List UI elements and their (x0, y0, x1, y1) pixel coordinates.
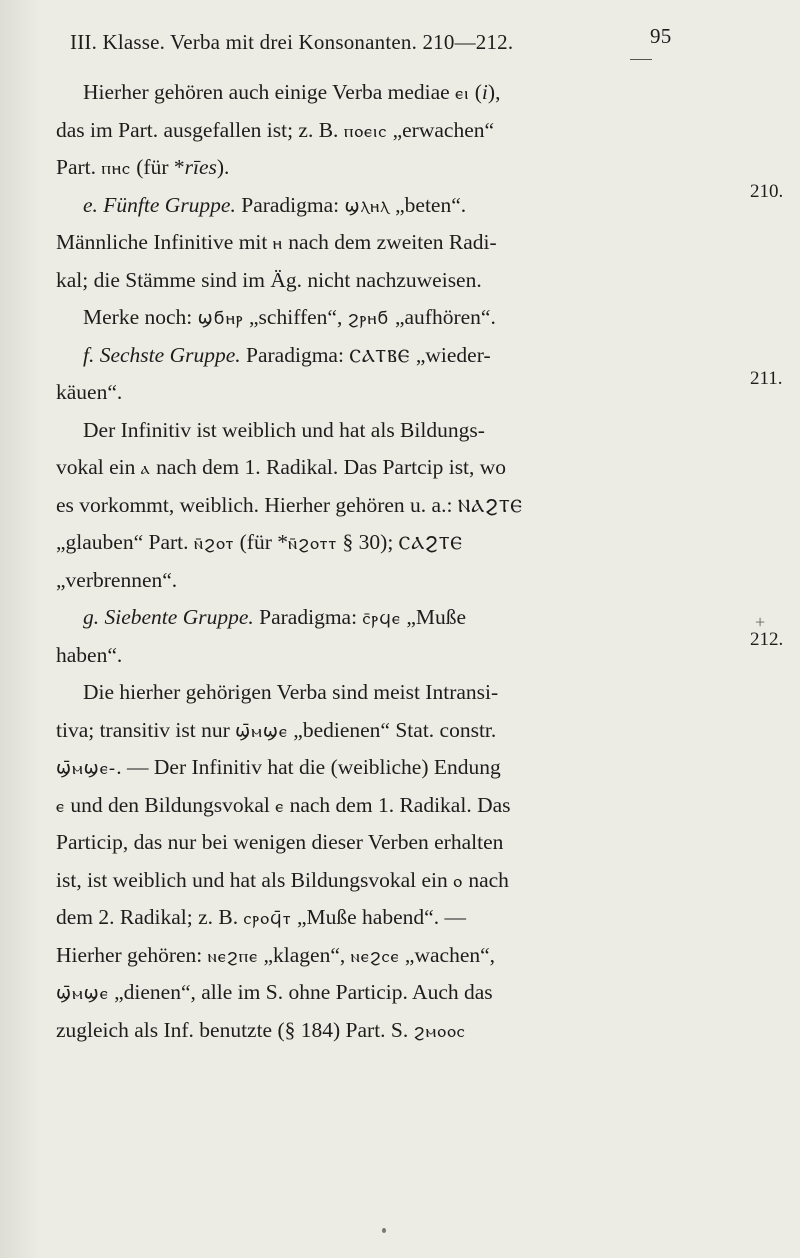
text-line (56, 74, 696, 112)
text-line (56, 224, 696, 262)
text-line (56, 599, 696, 637)
text-run: „verbrennen“. (56, 567, 178, 592)
margin-mark: + (755, 612, 766, 632)
coptic-word: ⲛⲉϩⲥⲉ (350, 945, 400, 967)
text-line (56, 487, 696, 525)
text-run: (für * (130, 155, 185, 179)
text-run: „glauben“ Part. (56, 530, 194, 554)
text-run: § 30); (337, 530, 399, 554)
text-run: „dienen“, alle im S. ohne Particip. Auch das (108, 980, 493, 1004)
coptic-word: ⲥ̄ⲣϥⲉ (362, 608, 401, 629)
text-line (56, 1012, 696, 1050)
text-line (56, 637, 696, 675)
text-run: nach dem 1. Radikal. Das Partcip ist, wo (150, 455, 507, 479)
text-run: „bedienen“ Stat. constr. (287, 717, 497, 742)
text-run: Part. (56, 155, 102, 179)
coptic-word: ⲡⲏⲥ (101, 158, 131, 179)
header-rule (630, 59, 652, 60)
coptic-word: ⲉⲓ (455, 83, 470, 104)
text-run: „aufhören“. (389, 305, 496, 329)
text-run: „erwachen“ (387, 117, 495, 142)
text-run: Merke noch: (83, 305, 198, 329)
text-run: vokal ein (56, 455, 141, 479)
page-number: 95 (650, 24, 672, 48)
margin-section-number-212: 212. (750, 629, 784, 650)
text-run: „beten“. (389, 192, 467, 217)
text-line (56, 187, 696, 225)
text-run: käuen“. (56, 380, 123, 404)
coptic-word: ⲥⲣⲟϥ̄ⲧ (243, 908, 292, 929)
text-run: haben“. (56, 642, 123, 667)
text-run: es vorkommt, weiblich. Hierher gehören u. a.: (56, 492, 458, 517)
coptic-word: ϣ̄ⲙϣⲉ (56, 983, 109, 1004)
text-line (56, 749, 696, 787)
text-run: „Muße habend“. — (291, 905, 466, 929)
italic-run: i (481, 80, 488, 104)
text-line (56, 787, 696, 825)
text-line (56, 562, 696, 600)
text-run: . — Der Infinitiv hat die (weibliche) Endung (116, 755, 501, 779)
text-line (56, 412, 696, 450)
coptic-word: ⲤⲀⲦⲂⲈ (349, 345, 411, 367)
coptic-word: ϣ̄ⲙϣⲉ (235, 720, 288, 742)
text-run: „schiffen“, (243, 305, 348, 329)
text-run: dem 2. Radikal; z. B. (56, 905, 244, 929)
coptic-word: ⲉ (56, 795, 65, 817)
text-line (56, 262, 696, 300)
text-line (56, 674, 696, 712)
coptic-word: ϣⲗⲏⲗ (344, 195, 390, 217)
text-line (56, 899, 696, 937)
text-run: kal; die Stämme sind im Äg. nicht nachzuweisen. (56, 267, 482, 292)
text-run: das im Part. ausgefallen ist; z. B. (56, 117, 344, 142)
text-line (56, 449, 696, 487)
text-run: „Muße (400, 605, 467, 629)
text-run: ), (487, 80, 501, 104)
text-line (56, 337, 696, 375)
margin-section-number-210: 210. (750, 181, 784, 202)
text-line (56, 149, 696, 187)
text-run: „wieder- (410, 342, 491, 367)
text-line (56, 374, 696, 412)
text-run: tiva; transitiv ist nur (56, 717, 236, 742)
text-line (56, 524, 696, 562)
running-head-title: III. Klasse. Verba mit drei Konsonanten. 210—212. (70, 30, 514, 54)
italic-run: g. Siebente Gruppe. (83, 605, 254, 629)
page-gutter-shadow (0, 0, 40, 1258)
coptic-word: ⲛ̄ϩⲟⲧⲧ (288, 533, 338, 554)
italic-run: f. Sechste Gruppe. (83, 342, 241, 367)
text-run: Die hierher gehörigen Verba sind meist Intransi- (83, 680, 499, 704)
text-run: Hierher gehören: (56, 942, 208, 967)
text-run: und den Bildungsvokal (65, 792, 276, 817)
coptic-word: ϣ̄ⲙϣⲉ- (56, 758, 117, 779)
text-run: Hierher gehören auch einige Verba mediae (83, 80, 456, 104)
italic-run: rīes (184, 155, 217, 179)
coptic-word: ⲟ (453, 870, 463, 892)
coptic-word: ⲡⲟⲉⲓⲥ (343, 120, 388, 142)
italic-run: e. Fünfte Gruppe. (83, 192, 236, 217)
text-line (56, 824, 696, 862)
coptic-word: ⲏ (272, 233, 283, 254)
margin-section-number-211: 211. (750, 368, 783, 389)
main-text (56, 74, 696, 1049)
text-run: Particip, das nur bei wenigen dieser Verben erhalten (56, 830, 504, 854)
text-line (56, 112, 696, 150)
text-run: (für * (234, 530, 288, 554)
coptic-word: ⲤⲀϨⲦⲈ (398, 533, 463, 554)
text-run: ( (469, 80, 482, 104)
coptic-word: ⲚⲀϨⲦⲈ (457, 495, 523, 517)
coptic-word: ϩⲙⲟⲟⲥ (413, 1020, 466, 1042)
text-run: Männliche Infinitive mit (56, 230, 273, 254)
text-run: zugleich als Inf. benutzte (§ 184) Part. S. (56, 1017, 414, 1042)
text-run: nach (462, 867, 509, 892)
coptic-word: ϣϭⲏⲣ (197, 308, 244, 329)
coptic-word: ⲛⲉϩⲡⲉ (207, 945, 259, 967)
text-run: ). (216, 155, 230, 179)
text-run: Paradigma: (240, 342, 350, 367)
text-run: Paradigma: (253, 605, 363, 629)
coptic-word: ⲉ (275, 795, 285, 817)
text-line (56, 974, 696, 1012)
running-header (70, 24, 672, 55)
coptic-word: ϩⲣⲏϭ (347, 308, 390, 329)
coptic-word: ⲁ (140, 458, 151, 479)
text-run: Paradigma: (235, 192, 345, 217)
text-line (56, 937, 696, 975)
ink-speck (382, 1228, 386, 1233)
text-run: nach dem zweiten Radi- (282, 230, 497, 254)
text-run: ist, ist weiblich und hat als Bildungsvokal ein (56, 867, 454, 892)
text-line (56, 299, 696, 337)
text-run: Der Infinitiv ist weiblich und hat als Bildungs- (83, 417, 485, 442)
text-line (56, 862, 696, 900)
coptic-word: ⲛ̄ϩⲟⲧ (193, 533, 235, 554)
text-run: „klagen“, (258, 942, 351, 967)
text-run: nach dem 1. Radikal. Das (284, 792, 511, 817)
text-run: „wachen“, (399, 942, 496, 967)
text-line (56, 712, 696, 750)
